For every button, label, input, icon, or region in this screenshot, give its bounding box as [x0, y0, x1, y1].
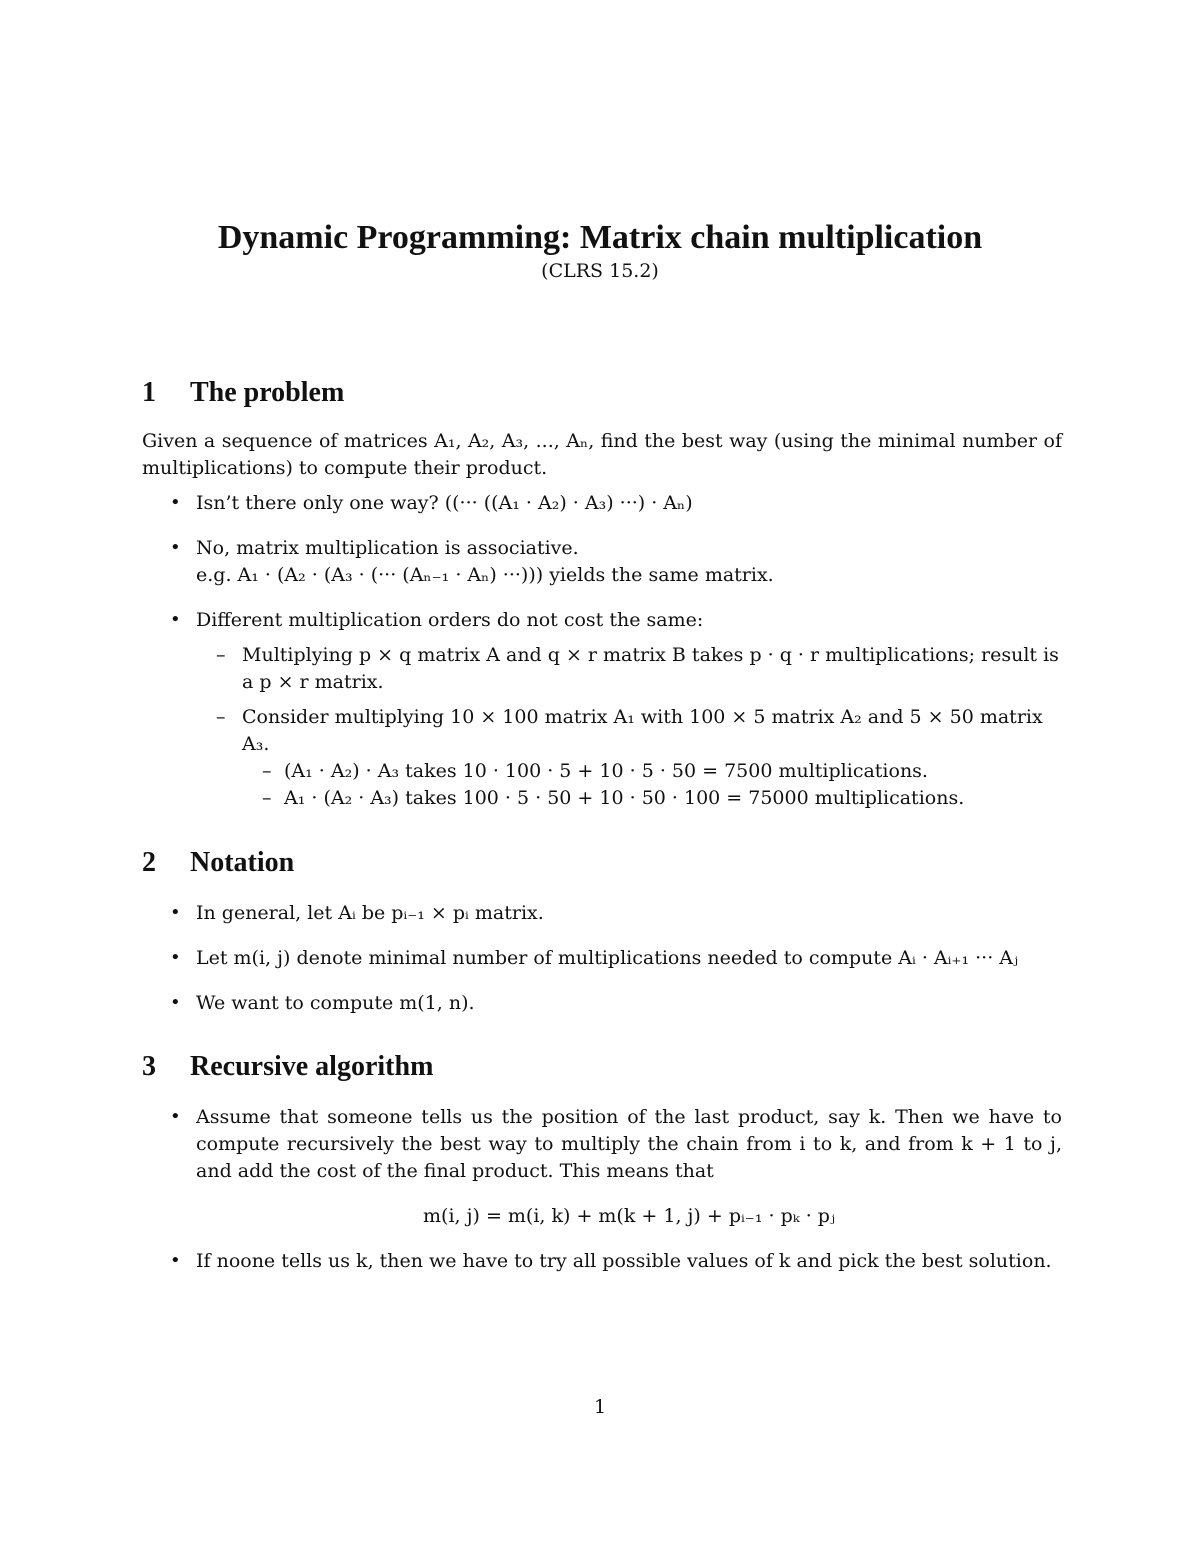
- section-number: 2: [142, 847, 156, 878]
- sub-sub-list-item: – (A₁ · A₂) · A₃ takes 10 · 100 · 5 + 10 · 5 · 50 = 7500 multiplications.: [242, 758, 1062, 785]
- section-title: Recursive algorithm: [190, 1051, 434, 1082]
- section-body-2: [142, 900, 1062, 1017]
- list-item: • We want to compute m(1, n).: [142, 990, 1062, 1017]
- bullet-list: [142, 490, 1062, 812]
- section-body-3: [142, 1104, 1062, 1275]
- list-item: • Different multiplication orders do not cost the same: – Multiplying p × q matrix A and q × r matrix B takes p · q · r multiplications; result is a p × r matrix. – Consider multiplying 10 × 100 matrix A₁ with 100 × 5 matrix A₂ and 5 × 50 matrix A₃. – (A₁ · A₂) · A₃ takes 10 · 100 · 5 + 10 · 5 · 50 = 7500 multiplications. – A₁ · (A₂ · A₃) takes 100 · 5 · 50 + 10 · 50 · 100 = 75000 multiplications.: [142, 607, 1062, 812]
- list-item: • Isn’t there only one way? ((··· ((A₁ · A₂) · A₃) ···) · Aₙ): [142, 490, 1062, 517]
- section-heading-1: [142, 376, 344, 410]
- section-body-1: [142, 428, 1062, 812]
- list-item: • No, matrix multiplication is associative. e.g. A₁ · (A₂ · (A₃ · (··· (Aₙ₋₁ · Aₙ) ···))) yields the same matrix.: [142, 535, 1062, 589]
- list-item: • If noone tells us k, then we have to try all possible values of k and pick the best solution.: [142, 1248, 1062, 1275]
- document-title: Dynamic Programming: Matrix chain multiplication: [217, 219, 983, 256]
- section-heading-2: [142, 846, 294, 880]
- list-item: • Assume that someone tells us the position of the last product, say k. Then we have to compute recursively the best way to multiply the chain from i to k, and from k + 1 to j, and add the cost of the final product. This means that: [142, 1104, 1062, 1185]
- sub-sub-list-item: – A₁ · (A₂ · A₃) takes 100 · 5 · 50 + 10 · 50 · 100 = 75000 multiplications.: [242, 785, 1062, 812]
- sub-sub-list: [242, 758, 1062, 812]
- page-number: 1: [593, 1396, 607, 1418]
- section-heading-3: [142, 1050, 433, 1084]
- sub-list-item: – Consider multiplying 10 × 100 matrix A₁ with 100 × 5 matrix A₂ and 5 × 50 matrix A₃. – (A₁ · A₂) · A₃ takes 10 · 100 · 5 + 10 · 5 · 50 = 7500 multiplications. – A₁ · (A₂ · A₃) takes 100 · 5 · 50 + 10 · 50 · 100 = 75000 multiplications.: [196, 704, 1062, 812]
- list-item: • Let m(i, j) denote minimal number of multiplications needed to compute Aᵢ · Aᵢ₊₁ ··· Aⱼ: [142, 945, 1062, 972]
- section-number: 3: [142, 1051, 156, 1082]
- equation: m(i, j) = m(i, k) + m(k + 1, j) + pᵢ₋₁ · pₖ · pⱼ: [423, 1204, 835, 1227]
- section-title: The problem: [190, 377, 345, 408]
- section-number: 1: [142, 377, 156, 408]
- bullet-list: [142, 900, 1062, 1017]
- section-title: Notation: [190, 847, 295, 878]
- sub-list: [196, 642, 1062, 812]
- document-subtitle: (CLRS 15.2): [541, 260, 659, 282]
- sub-list-item: – Multiplying p × q matrix A and q × r matrix B takes p · q · r multiplications; result is a p × r matrix.: [196, 642, 1062, 696]
- list-item: • In general, let Aᵢ be pᵢ₋₁ × pᵢ matrix.: [142, 900, 1062, 927]
- paragraph: Given a sequence of matrices A₁, A₂, A₃, ..., Aₙ, find the best way (using the minimal number of multiplications) to compute their product.: [142, 430, 1062, 479]
- bullet-list: [142, 1104, 1062, 1275]
